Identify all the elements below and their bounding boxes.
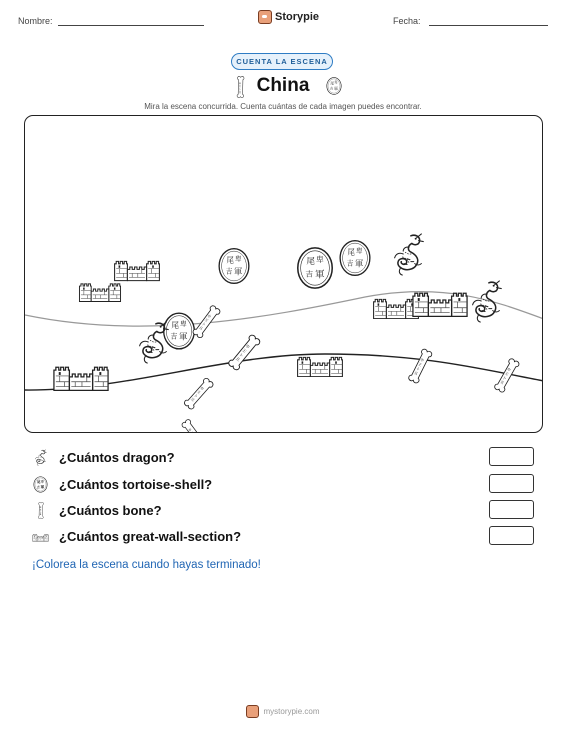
question-text: ¿Cuántos dragon? bbox=[59, 450, 175, 465]
tortoise-shell-icon bbox=[340, 241, 370, 276]
great-wall-section-icon bbox=[79, 284, 120, 302]
answer-box-great-wall-section[interactable] bbox=[489, 526, 534, 545]
date-label: Fecha: bbox=[393, 16, 421, 26]
date-field[interactable] bbox=[429, 25, 548, 26]
instructions: Mira la escena concurrida. Cuenta cuántas de cada imagen puedes encontrar. bbox=[144, 102, 422, 111]
footer bbox=[0, 705, 566, 718]
storypie-logo-icon bbox=[246, 705, 259, 718]
tortoise-shell-icon bbox=[32, 476, 49, 493]
tortoise-shell-icon bbox=[298, 248, 332, 288]
question-tortoise-shell bbox=[32, 476, 212, 493]
brand bbox=[258, 10, 319, 24]
footer-link[interactable]: mystorypie.com bbox=[263, 707, 320, 716]
dragon-icon bbox=[473, 281, 502, 322]
question-text: ¿Cuántos great-wall-section? bbox=[59, 529, 242, 544]
question-text: ¿Cuántos bone? bbox=[59, 503, 162, 518]
dragon-icon bbox=[32, 449, 49, 466]
bone-icon bbox=[408, 348, 433, 384]
great-wall-section-icon bbox=[115, 261, 160, 280]
bone-icon bbox=[183, 377, 214, 411]
page-title: China bbox=[256, 75, 310, 96]
storypie-logo-icon bbox=[258, 10, 272, 24]
great-wall-section-icon bbox=[32, 528, 49, 545]
dragon-icon bbox=[395, 234, 424, 275]
great-wall-section-icon bbox=[298, 357, 343, 376]
name-field[interactable] bbox=[58, 25, 204, 26]
answer-box-tortoise-shell[interactable] bbox=[489, 474, 534, 493]
bone-icon bbox=[227, 333, 261, 371]
name-label: Nombre: bbox=[18, 16, 53, 26]
activity-badge: CUENTA LA ESCENA bbox=[231, 53, 333, 70]
answer-box-bone[interactable] bbox=[489, 500, 534, 519]
great-wall-section-icon bbox=[413, 293, 467, 316]
tortoise-shell-icon bbox=[326, 76, 342, 96]
question-great-wall-section bbox=[32, 528, 241, 545]
question-bone bbox=[32, 502, 162, 519]
closing-instruction: ¡Colorea la escena cuando hayas terminado! bbox=[32, 559, 261, 571]
scene-panel bbox=[24, 115, 543, 433]
bone-icon bbox=[32, 502, 49, 519]
tortoise-shell-icon bbox=[164, 313, 195, 349]
brand-name: Storypie bbox=[275, 11, 320, 23]
great-wall-section-icon bbox=[54, 367, 108, 390]
great-wall-section-icon bbox=[374, 299, 419, 318]
dragon-icon bbox=[140, 322, 169, 363]
question-dragon bbox=[32, 449, 175, 466]
answer-box-dragon[interactable] bbox=[489, 447, 534, 466]
tortoise-shell-icon bbox=[219, 249, 249, 284]
bone-icon bbox=[181, 419, 208, 433]
question-text: ¿Cuántos tortoise-shell? bbox=[59, 477, 213, 492]
scene-illustration bbox=[25, 116, 543, 433]
